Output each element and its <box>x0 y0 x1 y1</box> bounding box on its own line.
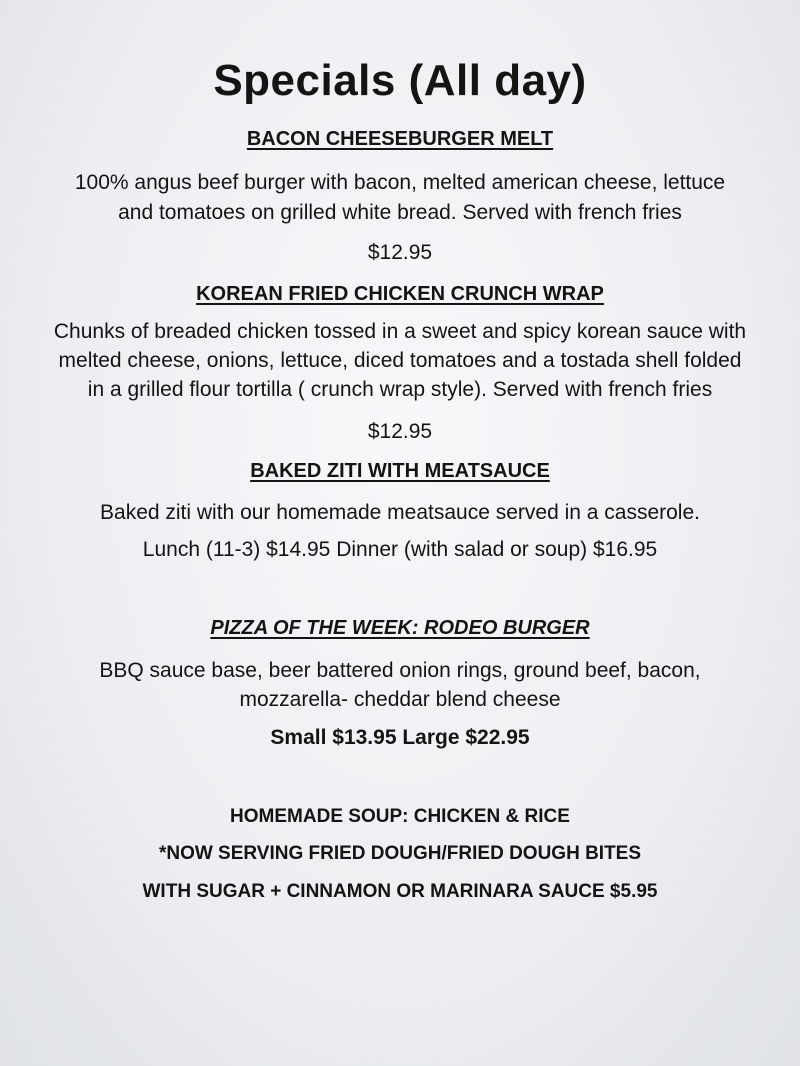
item-heading-pizza-of-the-week <box>0 617 800 640</box>
item-price: Lunch (11-3) $14.95 Dinner (with salad or soup) $16.95 <box>142 538 658 561</box>
item-description-line: melted cheese, onions, lettuce, diced tomatoes and a tostada shell folded <box>58 349 742 372</box>
item-description-line: 100% angus beef burger with bacon, melted american cheese, lettuce <box>74 171 726 194</box>
item-description-line: Baked ziti with our homemade meatsauce served in a casserole. <box>100 501 700 524</box>
item-heading-korean-fried-chicken-crunch-wrap <box>0 283 800 306</box>
item-heading-text: BACON CHEESEBURGER MELT <box>246 128 554 150</box>
item-heading-text: KOREAN FRIED CHICKEN CRUNCH WRAP <box>196 283 604 305</box>
fried-dough-notice-line: *NOW SERVING FRIED DOUGH/FRIED DOUGH BITES <box>158 843 642 864</box>
item-heading-text: BAKED ZITI WITH MEATSAUCE <box>250 460 550 482</box>
item-description-line: Chunks of breaded chicken tossed in a sweet and spicy korean sauce with <box>53 320 747 343</box>
item-price: $12.95 <box>367 241 433 264</box>
item-heading-text: PIZZA OF THE WEEK: RODEO BURGER <box>210 617 590 639</box>
item-heading-bacon-cheeseburger-melt <box>0 128 800 151</box>
item-description-line: and tomatoes on grilled white bread. Served with french fries <box>118 201 682 224</box>
item-price: $12.95 <box>367 420 433 443</box>
item-description-line: in a grilled flour tortilla ( crunch wrap style). Served with french fries <box>87 378 713 401</box>
page-title: Specials (All day) <box>213 56 587 105</box>
item-heading-baked-ziti-with-meatsauce <box>0 460 800 483</box>
soup-notice: HOMEMADE SOUP: CHICKEN & RICE <box>230 806 570 827</box>
item-description-line: mozzarella- cheddar blend cheese <box>239 688 561 711</box>
item-description-line: BBQ sauce base, beer battered onion rings, ground beef, bacon, <box>99 659 701 682</box>
item-price: Small $13.95 Large $22.95 <box>270 726 530 749</box>
fried-dough-notice-line: WITH SUGAR + CINNAMON OR MARINARA SAUCE $5.95 <box>142 881 658 902</box>
